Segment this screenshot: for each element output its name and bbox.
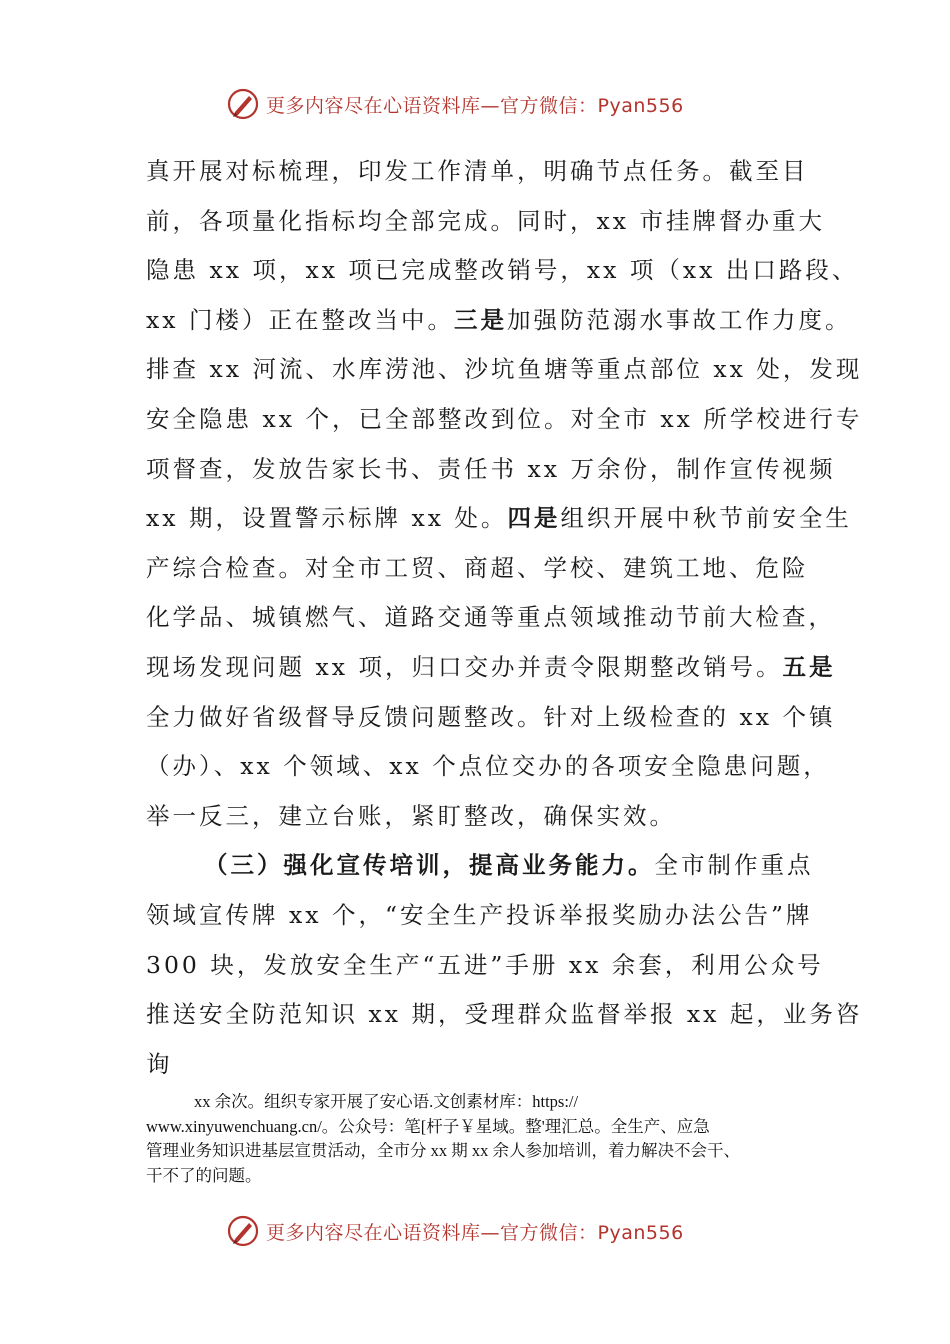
text-line (146, 296, 852, 346)
text-run: xx 门楼）正在整改当中。 (146, 305, 454, 334)
text-line (146, 941, 824, 991)
text-run: xx 期，设置警示标牌 xx 处。 (146, 504, 508, 533)
header-banner-text: 更多内容尽在心语资料库—官方微信：Pyan556 (266, 94, 684, 117)
text-run: （办）、xx 个领域、xx 个点位交办的各项安全隐患问题， (146, 752, 830, 781)
footer-banner (226, 1213, 684, 1249)
text-run: 前，各项量化指标均全部完成。同时，xx 市挂牌督办重大 (146, 206, 825, 235)
text-line (146, 742, 830, 792)
text-line (146, 643, 836, 693)
text-run: 现场发现问题 xx 项，归口交办并责令限期整改销号。 (146, 652, 783, 681)
text-run: 推送安全防范知识 xx 期，受理群众监督举报 xx 起，业务咨 (146, 1000, 863, 1029)
text-run: 化学品、城镇燃气、道路交通等重点领域推动节前大检查， (146, 603, 835, 632)
text-run: 全力做好省级督导反馈问题整改。针对上级检查的 xx 个镇 (146, 702, 836, 731)
text-run: 组织开展中秋节前安全生 (560, 504, 852, 533)
text-line (146, 445, 836, 495)
footnote-line: 干不了的问题。 (146, 1165, 262, 1185)
bold-text-run: 五是 (782, 652, 836, 681)
text-run: 产综合检查。对全市工贸、商超、学校、建筑工地、危险 (146, 553, 809, 582)
text-run: 300 块，发放安全生产“五进”手册 xx 余套，利用公众号 (146, 950, 824, 979)
text-line (146, 593, 835, 643)
text-run: 安全隐患 xx 个，已全部整改到位。对全市 xx 所学校进行专 (146, 404, 863, 433)
footnote-line: 管理业务知识进基层宣贯活动，全市分 xx 期 xx 余人参加培训，着力解决不会干、 (146, 1141, 740, 1160)
text-line (146, 544, 809, 594)
text-line (146, 147, 809, 197)
text-run: 询 (146, 1049, 173, 1078)
text-line (146, 990, 863, 1040)
bold-text-run: 三是 (453, 305, 507, 334)
footnote-line: xx 余次。组织专家开展了安心语.文创素材库：https:// (194, 1092, 579, 1111)
header-banner (226, 86, 684, 122)
text-line (146, 792, 806, 842)
text-run: 项督查，发放告家长书、责任书 xx 万余份，制作宣传视频 (146, 454, 836, 483)
pen-logo-icon (226, 1214, 260, 1248)
document-body (146, 147, 863, 1089)
text-line (146, 841, 814, 891)
text-run: 加强防范溺水事故工作力度。 (506, 305, 852, 334)
bold-text-run: 四是 (507, 504, 561, 533)
text-run: 全市制作重点 (654, 851, 814, 880)
text-run: 领域宣传牌 xx 个，“安全生产投诉举报奖励办法公告”牌 (146, 900, 813, 929)
pen-logo-icon (226, 87, 260, 121)
text-line (146, 1040, 806, 1090)
footer-banner-text: 更多内容尽在心语资料库—官方微信：Pyan556 (266, 1221, 684, 1244)
footnote (146, 1090, 816, 1188)
text-line (146, 197, 825, 247)
text-line (146, 891, 813, 941)
text-line (146, 395, 863, 445)
text-run: 举一反三，建立台账，紧盯整改，确保实效。 (146, 801, 676, 830)
bold-text-run: （三）强化宣传培训，提高业务能力。 (204, 851, 655, 880)
footnote-line: www.xinyuwenchuang.cn/。公众号：笔[杆子￥星域。整'理汇总。全生产、应急 (146, 1116, 710, 1136)
text-line (146, 494, 852, 544)
text-run: 真开展对标梳理，印发工作清单，明确节点任务。截至目 (146, 157, 809, 185)
text-run: 排查 xx 河流、水库涝池、沙坑鱼塘等重点部位 xx 处，发现 (146, 355, 863, 384)
text-line (146, 345, 863, 395)
text-line (146, 246, 859, 296)
text-run: 隐患 xx 项，xx 项已完成整改销号，xx 项（xx 出口路段、 (146, 256, 859, 285)
text-line (146, 693, 836, 743)
